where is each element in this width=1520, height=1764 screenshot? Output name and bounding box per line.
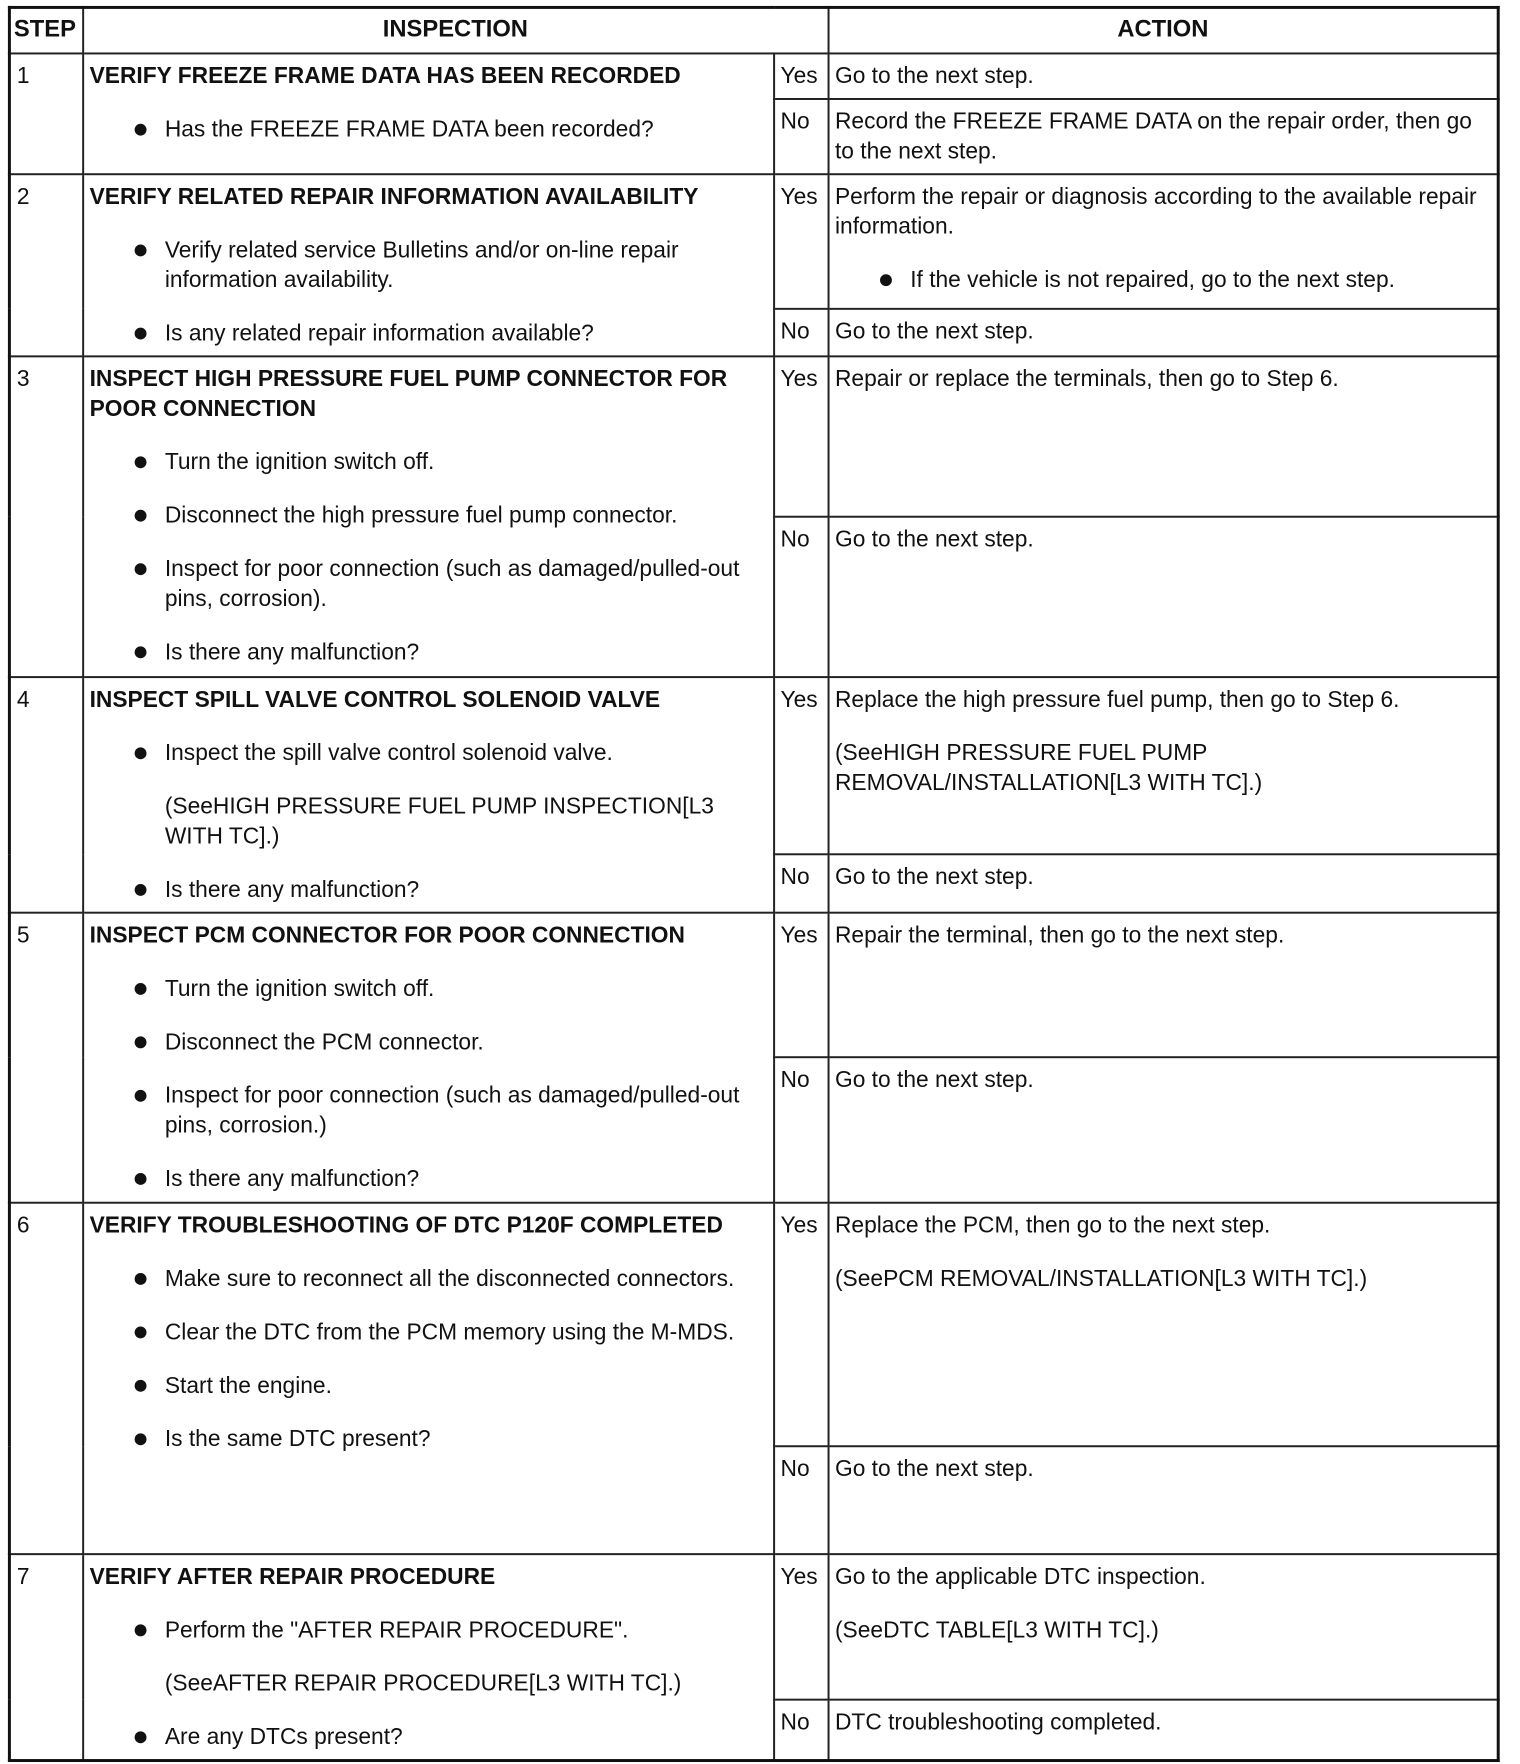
step-4-yes-row bbox=[9, 677, 1498, 854]
step-number: 1 bbox=[9, 53, 82, 174]
no-label: No bbox=[774, 309, 828, 357]
action-reference: (SeePCM REMOVAL/INSTALLATION[L3 WITH TC].) bbox=[834, 1265, 1368, 1291]
action-reference: (SeeDTC TABLE[L3 WITH TC].) bbox=[834, 1616, 1159, 1643]
yes-action: Replace the PCM, then go to the next step. (SeePCM REMOVAL/INSTALLATION[L3 WITH TC].) bbox=[828, 1203, 1498, 1447]
no-label: No bbox=[774, 1446, 828, 1554]
header-step: STEP bbox=[9, 7, 82, 53]
bullet-icon bbox=[134, 456, 146, 468]
step-title: VERIFY AFTER REPAIR PROCEDURE bbox=[89, 1563, 496, 1589]
inspection-bullet: Start the engine. bbox=[90, 1370, 767, 1400]
bullet-icon bbox=[134, 563, 146, 575]
bullet-icon bbox=[134, 1731, 146, 1743]
troubleshooting-table bbox=[8, 6, 1500, 1762]
yes-action: Go to the applicable DTC inspection. (SeeDTC TABLE[L3 WITH TC].) bbox=[828, 1554, 1498, 1699]
no-label: No bbox=[774, 1057, 828, 1203]
step-title: INSPECT PCM CONNECTOR FOR POOR CONNECTION bbox=[89, 921, 685, 948]
yes-action: Go to the next step. bbox=[828, 53, 1498, 99]
inspection-bullet: Inspect for poor connection (such as damaged/pulled-out pins, corrosion). bbox=[90, 553, 767, 612]
step-number: 4 bbox=[9, 677, 82, 913]
yes-label: Yes bbox=[774, 1203, 828, 1447]
step-number: 7 bbox=[9, 1554, 82, 1760]
yes-label: Yes bbox=[774, 174, 828, 309]
step-3-yes-row bbox=[9, 356, 1498, 516]
step-inspection bbox=[83, 174, 774, 356]
inspection-bullet: Is there any malfunction? bbox=[90, 1163, 767, 1193]
step-1-yes-row bbox=[9, 53, 1498, 99]
yes-action: Replace the high pressure fuel pump, then go to Step 6. (SeeHIGH PRESSURE FUEL PUMP REMOVAL/INSTALLATION[L3 WITH TC].) bbox=[828, 677, 1498, 854]
step-number: 6 bbox=[9, 1203, 82, 1554]
bullet-icon bbox=[134, 646, 146, 658]
yes-action: Repair the terminal, then go to the next step. bbox=[828, 913, 1498, 1058]
bullet-icon bbox=[134, 747, 146, 759]
step-inspection bbox=[83, 1554, 774, 1760]
no-action: Go to the next step. bbox=[828, 517, 1498, 677]
step-number: 3 bbox=[9, 356, 82, 677]
step-inspection bbox=[83, 913, 774, 1203]
step-title: INSPECT HIGH PRESSURE FUEL PUMP CONNECTOR FOR POOR CONNECTION bbox=[89, 365, 728, 421]
inspection-reference: (SeeAFTER REPAIR PROCEDURE[L3 WITH TC].) bbox=[164, 1669, 682, 1696]
inspection-bullet: Is there any malfunction? bbox=[90, 637, 767, 667]
inspection-bullet: Disconnect the high pressure fuel pump connector. bbox=[90, 500, 767, 530]
no-label: No bbox=[774, 517, 828, 677]
inspection-bullet: Turn the ignition switch off. bbox=[90, 446, 767, 476]
bullet-icon bbox=[134, 1090, 146, 1102]
inspection-bullet: Is there any malfunction? bbox=[90, 874, 767, 904]
inspection-bullet: Inspect for poor connection (such as damaged/pulled-out pins, corrosion.) bbox=[90, 1080, 767, 1139]
bullet-icon bbox=[134, 328, 146, 340]
yes-action: Repair or replace the terminals, then go to Step 6. bbox=[828, 356, 1498, 516]
step-5-yes-row bbox=[9, 913, 1498, 1058]
step-6-yes-row bbox=[9, 1203, 1498, 1447]
step-title: INSPECT SPILL VALVE CONTROL SOLENOID VALVE bbox=[89, 686, 661, 712]
bullet-icon bbox=[134, 245, 146, 257]
step-inspection bbox=[83, 356, 774, 677]
inspection-bullet: Clear the DTC from the PCM memory using the M-MDS. bbox=[90, 1317, 767, 1347]
header-inspection: INSPECTION bbox=[83, 7, 828, 53]
inspection-bullet: Is the same DTC present? bbox=[90, 1423, 767, 1453]
header-action: ACTION bbox=[828, 7, 1498, 53]
inspection-bullet: Perform the "AFTER REPAIR PROCEDURE". bbox=[90, 1615, 767, 1645]
bullet-icon bbox=[134, 1036, 146, 1048]
no-label: No bbox=[774, 854, 828, 912]
bullet-icon bbox=[134, 1624, 146, 1636]
step-inspection bbox=[83, 677, 774, 913]
bullet-icon bbox=[134, 1326, 146, 1338]
no-action: Go to the next step. bbox=[828, 854, 1498, 912]
step-inspection bbox=[83, 53, 774, 174]
bullet-icon bbox=[134, 884, 146, 896]
step-title: VERIFY FREEZE FRAME DATA HAS BEEN RECORDED bbox=[89, 62, 681, 89]
no-action: Go to the next step. bbox=[828, 309, 1498, 357]
inspection-reference: (SeeHIGH PRESSURE FUEL PUMP INSPECTION[L3 WITH TC].) bbox=[164, 792, 714, 849]
bullet-icon bbox=[134, 1173, 146, 1185]
yes-label: Yes bbox=[774, 356, 828, 516]
step-number: 2 bbox=[9, 174, 82, 356]
yes-label: Yes bbox=[774, 1554, 828, 1699]
inspection-bullet: Is any related repair information available? bbox=[90, 318, 767, 348]
inspection-bullet: Disconnect the PCM connector. bbox=[90, 1027, 767, 1057]
step-7-yes-row bbox=[9, 1554, 1498, 1699]
yes-label: Yes bbox=[774, 53, 828, 99]
yes-label: Yes bbox=[774, 677, 828, 854]
action-reference: (SeeHIGH PRESSURE FUEL PUMP REMOVAL/INSTALLATION[L3 WITH TC].) bbox=[834, 739, 1263, 795]
no-action: Go to the next step. bbox=[828, 1446, 1498, 1554]
bullet-icon bbox=[134, 1380, 146, 1392]
no-label: No bbox=[774, 1699, 828, 1760]
no-label: No bbox=[774, 99, 828, 174]
inspection-bullet: Inspect the spill valve control solenoid valve. bbox=[90, 737, 767, 767]
header-row bbox=[9, 7, 1498, 53]
no-action: DTC troubleshooting completed. bbox=[828, 1699, 1498, 1760]
inspection-bullet: Turn the ignition switch off. bbox=[90, 973, 767, 1003]
bullet-icon bbox=[134, 983, 146, 995]
bullet-icon bbox=[880, 274, 892, 286]
yes-action: Perform the repair or diagnosis according to the available repair information. If the vehicle is not repaired, go to the next step. bbox=[828, 174, 1498, 309]
step-title: VERIFY TROUBLESHOOTING OF DTC P120F COMPLETED bbox=[89, 1211, 723, 1238]
step-2-yes-row bbox=[9, 174, 1498, 309]
inspection-bullet: Verify related service Bulletins and/or on-line repair information availability. bbox=[90, 235, 767, 294]
no-action: Record the FREEZE FRAME DATA on the repair order, then go to the next step. bbox=[828, 99, 1498, 174]
bullet-icon bbox=[134, 1433, 146, 1445]
inspection-bullet: Are any DTCs present? bbox=[90, 1721, 767, 1751]
step-number: 5 bbox=[9, 913, 82, 1203]
step-title: VERIFY RELATED REPAIR INFORMATION AVAILABILITY bbox=[89, 183, 699, 209]
yes-label: Yes bbox=[774, 913, 828, 1058]
bullet-icon bbox=[134, 124, 146, 136]
bullet-icon bbox=[134, 1273, 146, 1285]
inspection-bullet: Make sure to reconnect all the disconnected connectors. bbox=[90, 1263, 767, 1293]
step-inspection bbox=[83, 1203, 774, 1554]
inspection-bullet: Has the FREEZE FRAME DATA been recorded? bbox=[90, 114, 767, 144]
bullet-icon bbox=[134, 510, 146, 522]
action-bullet: If the vehicle is not repaired, go to the next step. bbox=[835, 264, 1491, 294]
no-action: Go to the next step. bbox=[828, 1057, 1498, 1203]
